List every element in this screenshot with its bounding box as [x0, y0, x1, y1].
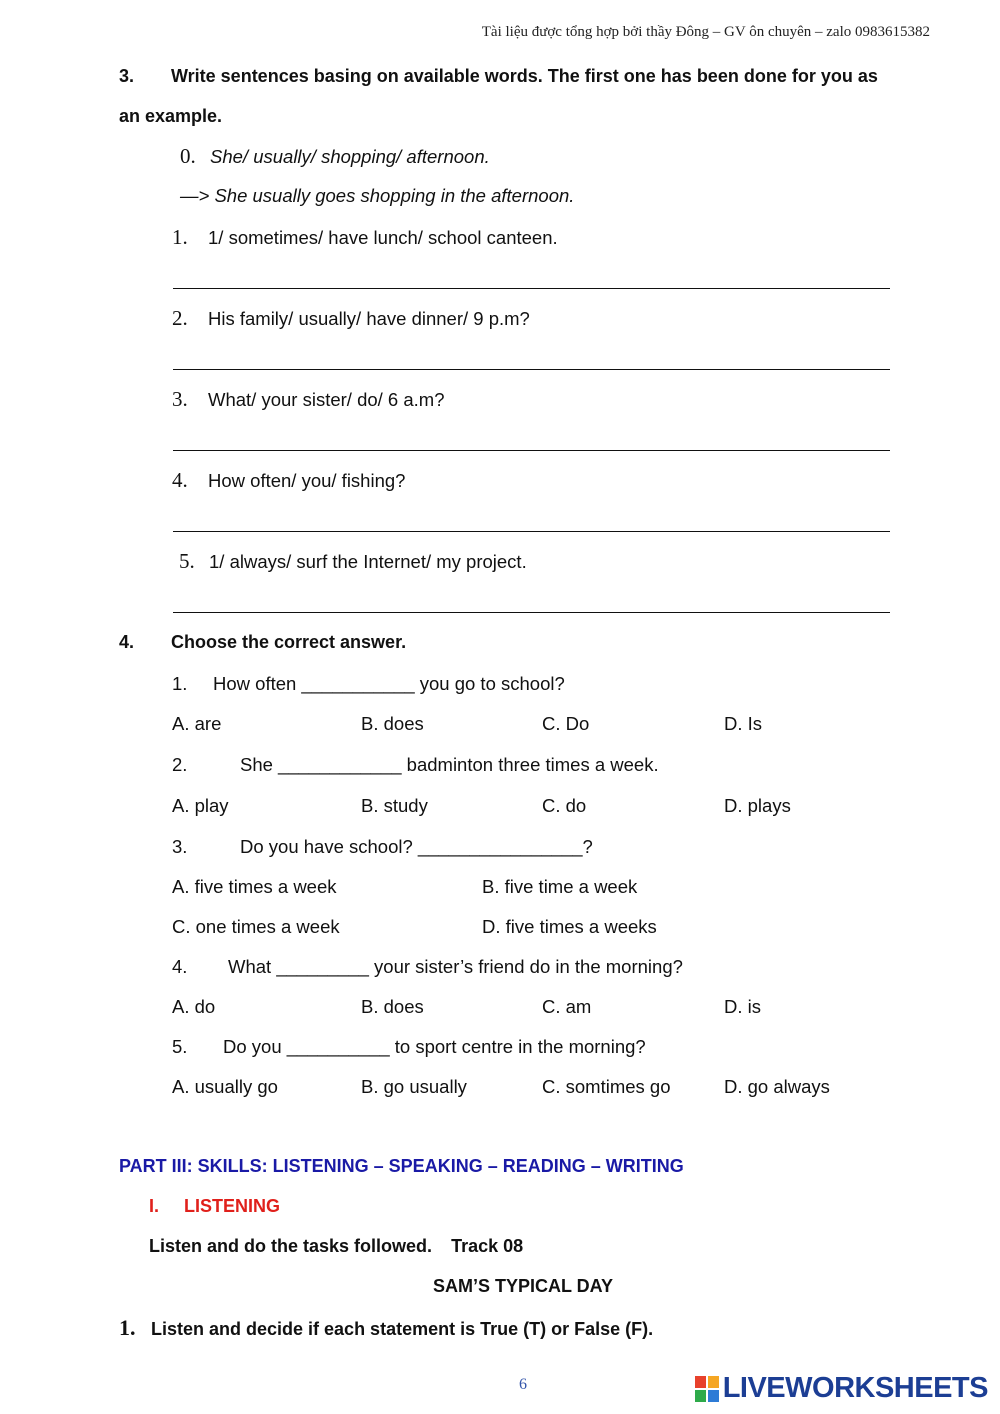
item-prompt: 1/ always/ surf the Internet/ my project.	[209, 551, 527, 572]
question-number: 3.	[172, 836, 188, 857]
answer-line-1[interactable]	[173, 288, 890, 289]
item-number: 5.	[179, 549, 195, 573]
answer-line-2[interactable]	[173, 369, 890, 370]
option-b[interactable]: B. does	[361, 996, 424, 1017]
item-prompt: His family/ usually/ have dinner/ 9 p.m?	[208, 308, 530, 329]
story-title: SAM’S TYPICAL DAY	[433, 1276, 614, 1296]
section-4-title-text: Choose the correct answer.	[171, 632, 407, 652]
option-a[interactable]: A. play	[172, 795, 229, 816]
part-3-title: PART III: SKILLS: LISTENING – SPEAKING – READING – WRITING	[119, 1156, 684, 1176]
option-b[interactable]: B. five time a week	[482, 876, 638, 897]
option-a[interactable]: A. five times a week	[172, 876, 337, 897]
section-3-title-line1: Write sentences basing on available words. The first one has been done for you as	[171, 66, 878, 86]
item-number: 2.	[172, 306, 188, 330]
listening-label: LISTENING	[184, 1196, 281, 1216]
liveworksheets-logo-text: LIVEWORKSHEETS	[722, 1372, 988, 1404]
option-d[interactable]: D. Is	[724, 713, 763, 734]
example-prompt	[180, 144, 490, 169]
task-1-text: Listen and decide if each statement is True (T) or False (F).	[151, 1319, 654, 1339]
page-header: Tài liệu được tổng hợp bởi thầy Đông – GV ôn chuyên – zalo 0983615382	[481, 24, 930, 40]
mc-question-2	[172, 754, 659, 776]
answer-line-3[interactable]	[173, 450, 890, 451]
listening-heading	[149, 1196, 280, 1217]
section-3-number: 3.	[119, 66, 135, 86]
question-number: 1.	[172, 673, 188, 694]
liveworksheets-logo-icon	[695, 1376, 719, 1402]
sentence-item-3	[172, 387, 444, 412]
section-4-number: 4.	[119, 632, 135, 652]
item-number: 3.	[172, 387, 188, 411]
example-prompt-text: She/ usually/ shopping/ afternoon.	[210, 146, 490, 167]
question-text: She ____________ badminton three times a week.	[240, 754, 659, 775]
sentence-item-2	[172, 306, 530, 331]
question-number: 4.	[172, 956, 188, 977]
option-d[interactable]: D. go always	[724, 1076, 830, 1097]
question-text: What _________ your sister’s friend do in the morning?	[228, 956, 683, 977]
example-answer: —> She usually goes shopping in the afternoon.	[180, 185, 575, 206]
listening-roman-numeral: I.	[149, 1196, 160, 1216]
option-b[interactable]: B. study	[361, 795, 428, 816]
option-d[interactable]: D. five times a weeks	[482, 916, 657, 937]
option-d[interactable]: D. is	[724, 996, 761, 1017]
item-number: 1.	[172, 225, 188, 249]
mc-question-3	[172, 836, 593, 858]
sentence-item-5	[179, 549, 527, 574]
answer-line-5[interactable]	[173, 612, 890, 613]
question-number: 2.	[172, 754, 188, 775]
question-text: How often ___________ you go to school?	[213, 673, 565, 694]
mc-question-5	[172, 1036, 646, 1058]
section-3-title-line2: an example.	[119, 106, 223, 126]
option-b[interactable]: B. does	[361, 713, 424, 734]
item-number: 4.	[172, 468, 188, 492]
item-prompt: How often/ you/ fishing?	[208, 470, 406, 491]
mc-question-1	[172, 673, 565, 695]
option-c[interactable]: C. am	[542, 996, 592, 1017]
option-b[interactable]: B. go usually	[361, 1076, 467, 1097]
section-3-title	[119, 56, 919, 96]
listening-instruction	[149, 1236, 523, 1257]
option-a[interactable]: A. usually go	[172, 1076, 278, 1097]
item-prompt: 1/ sometimes/ have lunch/ school canteen.	[208, 227, 558, 248]
option-c[interactable]: C. do	[542, 795, 587, 816]
question-number: 5.	[172, 1036, 188, 1057]
answer-line-4[interactable]	[173, 531, 890, 532]
item-prompt: What/ your sister/ do/ 6 a.m?	[208, 389, 445, 410]
sentence-item-1	[172, 225, 558, 250]
example-number: 0.	[180, 144, 196, 168]
section-3-title-cont	[119, 96, 919, 136]
option-d[interactable]: D. plays	[724, 795, 791, 816]
task-1-heading	[119, 1315, 653, 1341]
task-1-number: 1.	[119, 1315, 136, 1340]
option-a[interactable]: A. do	[172, 996, 216, 1017]
liveworksheets-logo[interactable]	[695, 1372, 988, 1405]
instruction-text: Listen and do the tasks followed.	[149, 1236, 433, 1256]
option-c[interactable]: C. Do	[542, 713, 590, 734]
question-text: Do you have school? ________________?	[240, 836, 593, 857]
mc-question-4	[172, 956, 683, 978]
page-number: 6	[519, 1376, 527, 1393]
sentence-item-4	[172, 468, 405, 493]
section-4-title	[119, 622, 919, 662]
question-text: Do you __________ to sport centre in the morning?	[223, 1036, 646, 1057]
track-label[interactable]: Track 08	[451, 1236, 524, 1256]
option-c[interactable]: C. one times a week	[172, 916, 340, 937]
option-c[interactable]: C. somtimes go	[542, 1076, 671, 1097]
option-a[interactable]: A. are	[172, 713, 222, 734]
